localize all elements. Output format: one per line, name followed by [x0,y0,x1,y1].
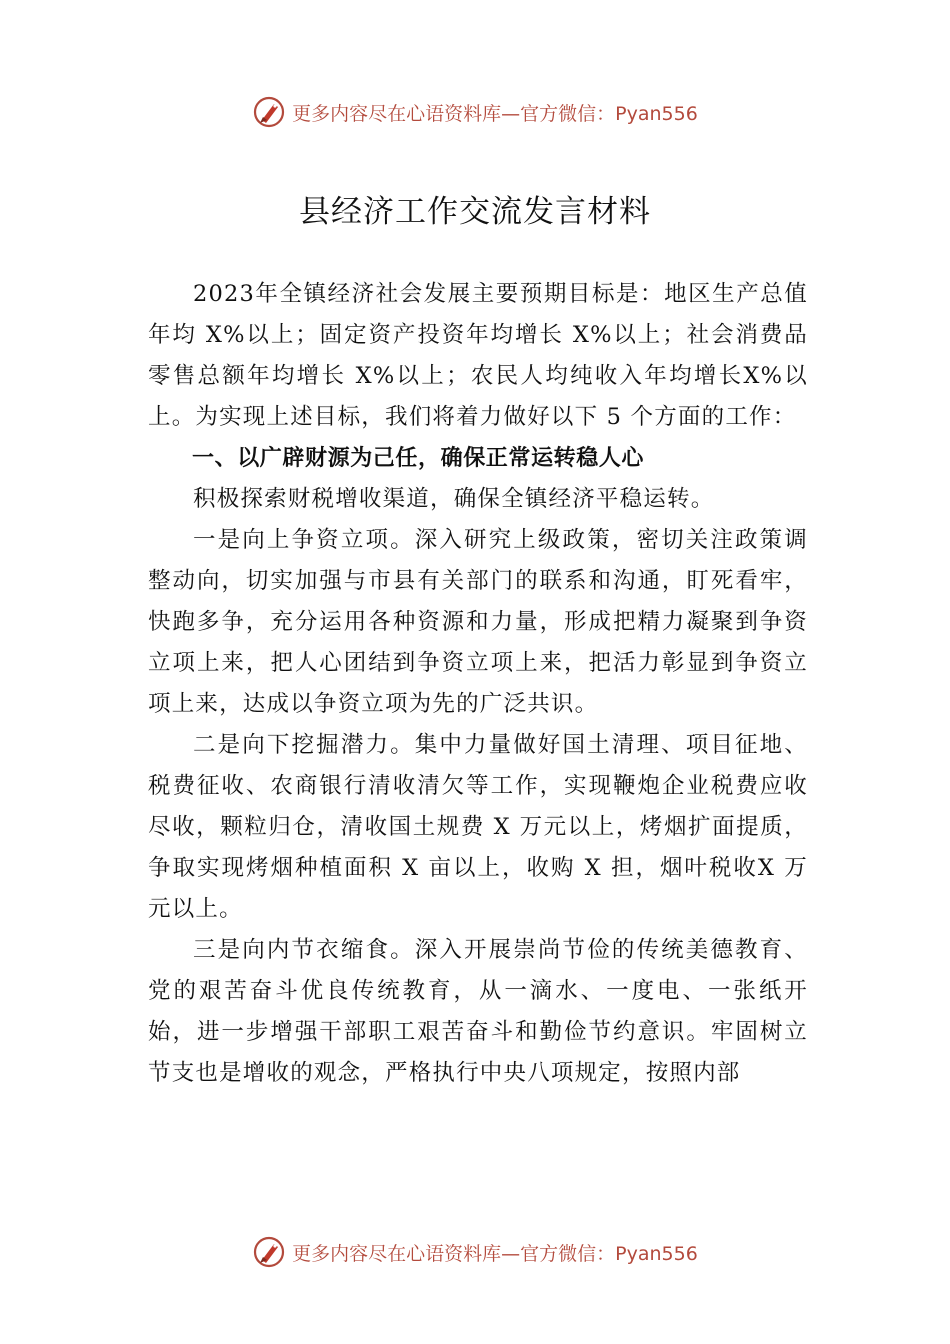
pen-nib-circle-logo-icon [252,1235,286,1269]
watermark-banner-bottom [0,1232,950,1272]
pen-nib-circle-logo-icon [252,95,286,129]
watermark-text-bottom: 更多内容尽在心语资料库—官方微信：Pyan556 [292,1242,698,1265]
document-title: 县经济工作交流发言材料 [299,194,651,230]
watermark-banner-top [0,92,950,132]
point-two-paragraph: 二是向下挖掘潜力。集中力量做好国土清理、项目征地、税费征收、农商银行清收清欠等工作，实现鞭炮企业税费应收尽收，颗粒归仓，清收国土规费 X 万元以上，烤烟扩面提质，争取实现烤烟种植面积 X 亩以上，收购 X 担，烟叶税收X 万元以上。 [148,732,808,922]
section-lead-paragraph: 积极探索财税增收渠道，确保全镇经济平稳运转。 [193,486,715,512]
watermark-text-top: 更多内容尽在心语资料库—官方微信：Pyan556 [292,102,698,125]
section-heading: 一、以广辟财源为己任，确保正常运转稳人心 [192,446,645,471]
point-one-paragraph: 一是向上争资立项。深入研究上级政策，密切关注政策调整动向，切实加强与市县有关部门的联系和沟通，盯死看牢，快跑多争，充分运用各种资源和力量，形成把精力凝聚到争资立项上来，把人心团结到争资立项上来，把活力彰显到争资立项上来，达成以争资立项为先的广泛共识。 [148,527,808,717]
intro-paragraph: 2023年全镇经济社会发展主要预期目标是：地区生产总值年均 X%以上；固定资产投资年均增长 X%以上；社会消费品零售总额年均增长 X%以上；农民人均纯收入年均增长X%以上。为实现上述目标，我们将着力做好以下 5 个方面的工作： [148,281,808,430]
point-three-paragraph: 三是向内节衣缩食。深入开展崇尚节俭的传统美德教育、党的艰苦奋斗优良传统教育，从一滴水、一度电、一张纸开始，进一步增强干部职工艰苦奋斗和勤俭节约意识。牢固树立节支也是增收的观念，严格执行中央八项规定，按照内部 [148,937,808,1086]
document-body [148,274,808,1094]
